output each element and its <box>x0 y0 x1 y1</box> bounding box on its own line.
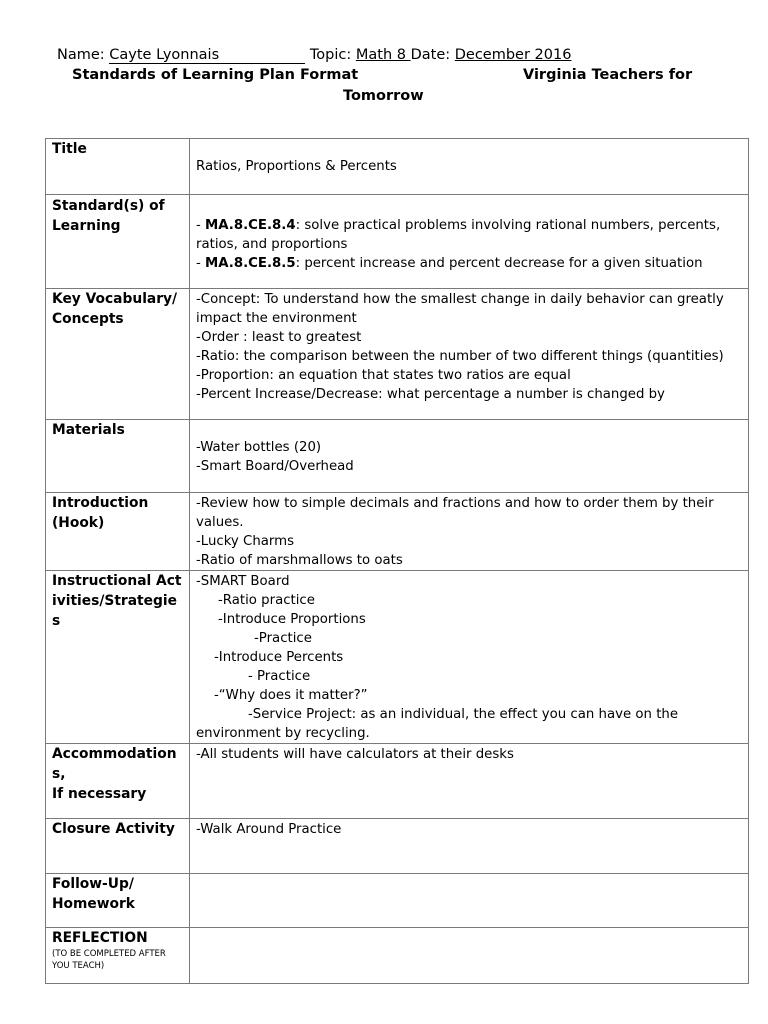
content-followup <box>190 874 749 928</box>
row-standards <box>46 195 749 289</box>
name-value: Cayte Lyonnais <box>109 48 305 64</box>
lesson-plan-table <box>45 138 749 984</box>
label-followup: Follow-Up/ Homework <box>46 874 190 928</box>
label-accommodations: Accommodation s, If necessary <box>46 744 190 819</box>
row-materials <box>46 420 749 493</box>
row-introduction <box>46 493 749 571</box>
content-closure: -Walk Around Practice <box>190 819 749 874</box>
content-activities: -SMART Board -Ratio practice -Introduce Proportions -Practice -Introduce Percents - Practice -“Why does it matter?” -Service Project: as an individual, the effect you can have on the environment by recycling. <box>190 571 749 744</box>
row-closure <box>46 819 749 874</box>
topic-label: Topic: <box>305 47 356 63</box>
label-closure: Closure Activity <box>46 819 190 874</box>
label-title: Title <box>46 139 190 195</box>
row-title <box>46 139 749 195</box>
label-vocabulary: Key Vocabulary/ Concepts <box>46 289 190 420</box>
row-vocabulary <box>46 289 749 420</box>
content-accommodations: -All students will have calculators at their desks <box>190 744 749 819</box>
row-followup <box>46 874 749 928</box>
label-introduction: Introduction (Hook) <box>46 493 190 571</box>
content-reflection <box>190 928 749 984</box>
content-title: Ratios, Proportions & Percents <box>190 139 749 195</box>
header-info <box>57 47 571 64</box>
org-title-line1: Virginia Teachers for <box>523 67 693 83</box>
reflection-note: (TO BE COMPLETED AFTER YOU TEACH) <box>52 949 166 971</box>
row-reflection <box>46 928 749 984</box>
date-value: December 2016 <box>454 47 572 63</box>
content-introduction: -Review how to simple decimals and fractions and how to order them by their values. -Lucky Charms -Ratio of marshmallows to oats <box>190 493 749 571</box>
content-vocabulary: -Concept: To understand how the smallest change in daily behavior can greatly impact the environment -Order : least to greatest -Ratio: the comparison between the number of two different things (quantities) -Proportion: an equation that states two ratios are equal -Percent Increase/Decrease: what percentage a number is changed by <box>190 289 749 420</box>
label-activities: Instructional Activities/Strategies <box>46 571 190 744</box>
label-standards: Standard(s) of Learning <box>46 195 190 289</box>
doc-title: Standards of Learning Plan Format <box>72 67 359 83</box>
label-reflection: REFLECTION (TO BE COMPLETED AFTER YOU TEACH) <box>46 928 190 984</box>
row-accommodations <box>46 744 749 819</box>
date-label: Date: <box>410 47 455 63</box>
content-materials: -Water bottles (20) -Smart Board/Overhead <box>190 420 749 493</box>
topic-value: Math 8 <box>355 47 411 63</box>
content-standards: - MA.8.CE.8.4: solve practical problems involving rational numbers, percents, ratios, and proportions - MA.8.CE.8.5: percent increase and percent decrease for a given situation <box>190 195 749 289</box>
name-label: Name: <box>57 47 110 63</box>
row-activities <box>46 571 749 744</box>
org-title-line2: Tomorrow <box>343 88 424 104</box>
label-materials: Materials <box>46 420 190 493</box>
